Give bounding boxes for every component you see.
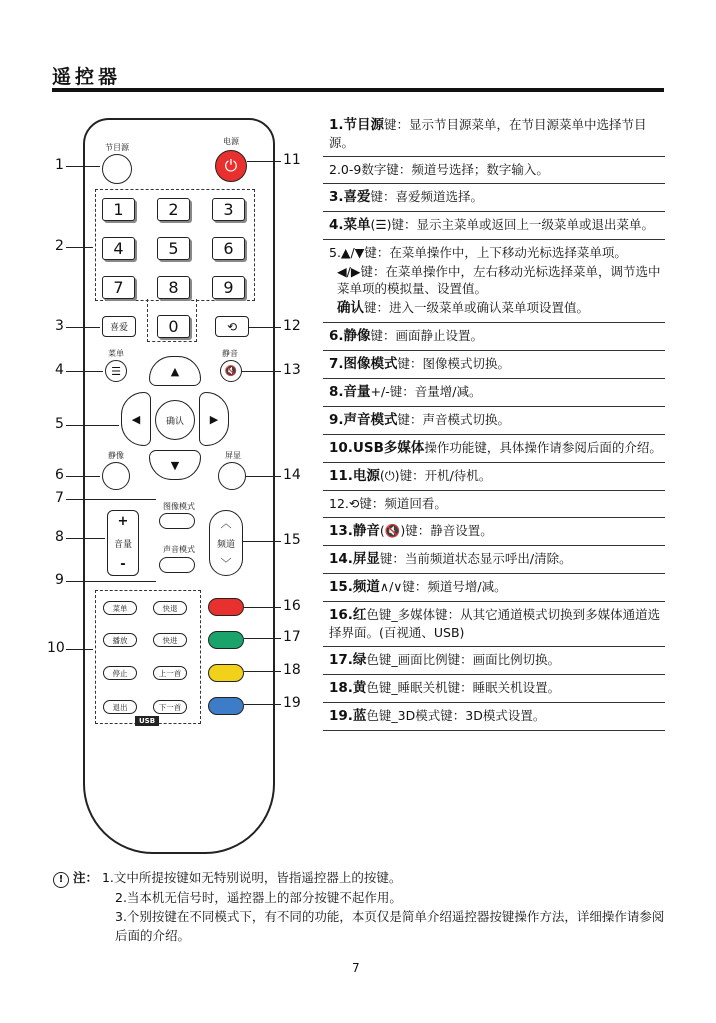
desc-row: 7.图像模式键：图像模式切换。 [323, 351, 665, 379]
volume-down-symbol: - [120, 557, 126, 572]
desc-row: 1.节目源键：显示节目源菜单，在节目源菜单中选择节目源。 [323, 112, 665, 157]
usb-rewind-button: 快退 [153, 601, 187, 615]
callout-2: 2 [55, 238, 64, 254]
usb-forward-button: 快进 [153, 633, 187, 647]
desc-row: 17.绿色键_画面比例键：画面比例切换。 [323, 647, 665, 675]
usb-play-button: 播放 [103, 633, 137, 647]
volume-label: 音量 [113, 539, 132, 550]
callout-1: 1 [55, 157, 64, 173]
callout-8: 8 [55, 529, 64, 545]
display-button [218, 462, 246, 490]
callout-16: 16 [283, 598, 301, 614]
number-key-1: 1 [102, 198, 135, 221]
mute-label: 静音 [222, 349, 238, 358]
down-button [149, 450, 201, 480]
note-item: 3.个别按键在不同模式下，有不同的功能，本页仅是简单介绍遥控器按键操作方法，详细操作请参阅后面的介绍。 [115, 909, 665, 943]
red-button [208, 598, 244, 616]
desc-row: 15.频道∧/∨键：频道号增/减。 [323, 574, 665, 602]
right-arrow-icon: ▶ [209, 412, 219, 426]
desc-row: ◀/▶键：在菜单操作中，左右移动光标选择菜单，调节选中菜单项的模拟量、设置值。 [337, 264, 661, 296]
notes-label: 注： [72, 870, 98, 885]
callout-12: 12 [283, 318, 301, 334]
display-label: 屏显 [225, 451, 241, 460]
right-button [199, 392, 229, 446]
desc-row: 4.菜单(☰)键：显示主菜单或返回上一级菜单或退出菜单。 [323, 212, 665, 240]
desc-row: 2.0-9数字键：频道号选择；数字输入。 [323, 157, 665, 184]
desc-row: 14.屏显键：当前频道状态显示呼出/清除。 [323, 546, 665, 574]
desc-row: 19.蓝色键_3D模式键：3D模式设置。 [323, 703, 665, 731]
number-key-9: 9 [212, 276, 245, 299]
volume-rocker [107, 510, 139, 576]
usb-next-button: 下一首 [153, 700, 187, 714]
channel-up-icon: ︿ [220, 517, 232, 530]
desc-row: 18.黄色键_睡眠关机键：睡眠关机设置。 [323, 675, 665, 703]
picture-mode-button [159, 513, 195, 529]
desc-row: 11.电源(⏻)键：开机/待机。 [323, 463, 665, 491]
callout-13: 13 [283, 362, 301, 378]
desc-row: 12.⟲键：频道回看。 [323, 491, 665, 518]
number-key-7: 7 [102, 276, 135, 299]
channel-down-icon: ﹀ [220, 557, 232, 570]
number-key-6: 6 [212, 237, 245, 260]
desc-row: 5.▲/▼键：在菜单操作中，上下移动光标选择菜单项。 [329, 245, 627, 260]
usb-tag: USB [135, 716, 159, 726]
source-label: 节目源 [105, 143, 129, 152]
callout-11: 11 [283, 152, 301, 168]
note-item: 1.文中所提按键如无特别说明，皆指遥控器上的按键。 [101, 870, 402, 885]
usb-stop-button: 停止 [103, 666, 137, 680]
green-button [208, 631, 244, 649]
power-button [215, 150, 247, 182]
callout-7: 7 [55, 490, 64, 506]
desc-row: 16.红色键_多媒体键：从其它通道模式切换到多媒体通道选择界面。(百视通、USB) [323, 602, 665, 647]
usb-menu-button: 菜单 [103, 601, 137, 615]
number-key-3: 3 [212, 198, 245, 221]
number-key-0: 0 [157, 315, 190, 338]
callout-5: 5 [55, 416, 64, 432]
number-key-8: 8 [157, 276, 190, 299]
desc-row: 8.音量+/-键：音量增/减。 [323, 379, 665, 407]
usb-prev-button: 上一首 [153, 666, 187, 680]
power-label: 电源 [223, 137, 239, 146]
desc-row: 6.静像键：画面静止设置。 [323, 323, 665, 351]
title-rule [52, 88, 664, 92]
callout-3: 3 [55, 318, 64, 334]
number-key-4: 4 [102, 237, 135, 260]
menu-icon: ☰ [111, 364, 121, 378]
callout-10: 10 [47, 640, 65, 656]
freeze-button [102, 462, 130, 490]
menu-label: 菜单 [108, 349, 124, 358]
power-icon: ⏻ [224, 156, 238, 175]
usb-exit-button: 退出 [103, 700, 137, 714]
channel-rocker [209, 510, 243, 576]
callout-18: 18 [283, 662, 301, 678]
sound-mode-label: 声音模式 [163, 545, 195, 554]
key-description-list [323, 112, 665, 731]
note-item: 2.当本机无信号时，遥控器上的部分按键不起作用。 [115, 890, 402, 905]
blue-button [208, 697, 244, 715]
yellow-button [208, 664, 244, 682]
page-number: 7 [352, 961, 360, 975]
recall-button [215, 316, 249, 337]
desc-row: 确认键：进入一级菜单或确认菜单项设置值。 [323, 299, 665, 323]
remote-control [83, 118, 275, 854]
recall-icon: ⟲ [226, 319, 238, 334]
desc-row: 3.喜爱键：喜爱频道选择。 [323, 184, 665, 212]
left-button [121, 392, 151, 446]
ok-button: 确认 [155, 400, 195, 440]
page-title: 遥控器 [52, 66, 122, 88]
callout-9: 9 [55, 572, 64, 588]
volume-up-symbol: + [117, 514, 129, 529]
desc-row: 10.USB多媒体操作功能键，具体操作请参阅后面的介绍。 [323, 435, 665, 463]
callout-6: 6 [55, 467, 64, 483]
down-arrow-icon: ▼ [170, 458, 180, 472]
favorite-button: 喜爱 [102, 316, 136, 337]
number-key-5: 5 [157, 237, 190, 260]
desc-row: 13.静音(🔇)键：静音设置。 [323, 518, 665, 546]
freeze-label: 静像 [108, 451, 124, 460]
up-button [149, 356, 201, 386]
notes [53, 868, 673, 945]
callout-19: 19 [283, 695, 301, 711]
desc-row: 9.声音模式键：声音模式切换。 [323, 407, 665, 435]
left-arrow-icon: ◀ [131, 412, 141, 426]
up-arrow-icon: ▲ [170, 364, 180, 378]
callout-14: 14 [283, 467, 301, 483]
callout-17: 17 [283, 629, 301, 645]
callout-15: 15 [283, 532, 301, 548]
mute-icon: 🔇 [224, 365, 238, 377]
sound-mode-button [159, 557, 195, 573]
warning-icon: ! [53, 872, 69, 888]
callout-4: 4 [55, 362, 64, 378]
menu-button [105, 360, 127, 382]
channel-label: 频道 [216, 539, 235, 550]
mute-button [220, 360, 242, 382]
picture-mode-label: 图像模式 [163, 502, 195, 511]
source-button [102, 154, 132, 184]
number-key-2: 2 [157, 198, 190, 221]
